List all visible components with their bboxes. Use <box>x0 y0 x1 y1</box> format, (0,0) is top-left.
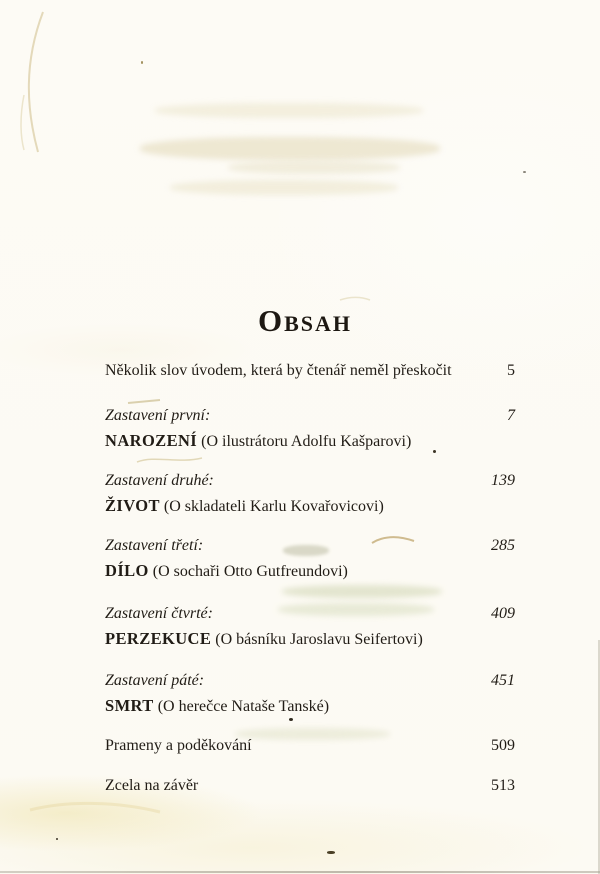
toc-entry-subtitle: Zastavení čtvrté: <box>105 605 213 622</box>
toc-entry-page-number: 285 <box>491 537 515 554</box>
toc-entry-subtitle: Zastavení druhé: <box>105 472 214 489</box>
page-title: Obsah <box>257 303 353 338</box>
toc-entry <box>105 360 515 382</box>
toc-entry-heading: SMRT <box>105 696 154 715</box>
toc-entry-page-number: 139 <box>491 472 515 489</box>
toc-entry-description: (O skladateli Karlu Kovařovicovi) <box>159 498 384 515</box>
toc-entry-heading: PERZEKUCE <box>105 629 212 648</box>
toc-entry-label: Několik slov úvodem, která by čtenář neměl přeskočit <box>105 362 452 379</box>
toc-entry-page-number: 513 <box>491 777 515 794</box>
toc-entry <box>105 775 515 797</box>
toc-entry-heading: NAROZENÍ <box>105 431 198 450</box>
toc-entry-description: (O ilustrátoru Adolfu Kašparovi) <box>197 433 412 450</box>
toc-entry-page-number: 509 <box>491 737 515 754</box>
toc-entry-page-number: 451 <box>491 672 515 689</box>
toc-entry-label: Prameny a poděkování <box>105 737 252 754</box>
toc-entry-heading: DÍLO <box>105 561 149 580</box>
toc-entry <box>105 668 515 719</box>
toc-entry-subtitle: Zastavení první: <box>105 407 211 424</box>
toc-entry-page-number: 409 <box>491 605 515 622</box>
toc-entry-label: Zcela na závěr <box>105 777 199 794</box>
toc-entry-heading: ŽIVOT <box>105 496 160 515</box>
toc-entry-page-number: 5 <box>507 362 515 379</box>
toc-entry-description: (O básníku Jaroslavu Seifertovi) <box>211 631 423 648</box>
toc-entry-description: (O sochaři Otto Gutfreundovi) <box>148 563 348 580</box>
toc-entry-description: (O herečce Nataše Tanské) <box>153 698 330 715</box>
toc-entry <box>105 533 515 584</box>
toc-entry <box>105 403 515 454</box>
toc-entry <box>105 601 515 652</box>
toc-entry-page-number: 7 <box>507 407 515 424</box>
scan-bottom-edge <box>0 871 600 873</box>
toc-entry <box>105 468 515 519</box>
toc-entry-subtitle: Zastavení páté: <box>105 672 205 689</box>
toc-entry-subtitle: Zastavení třetí: <box>105 537 204 554</box>
toc-entry <box>105 735 515 757</box>
